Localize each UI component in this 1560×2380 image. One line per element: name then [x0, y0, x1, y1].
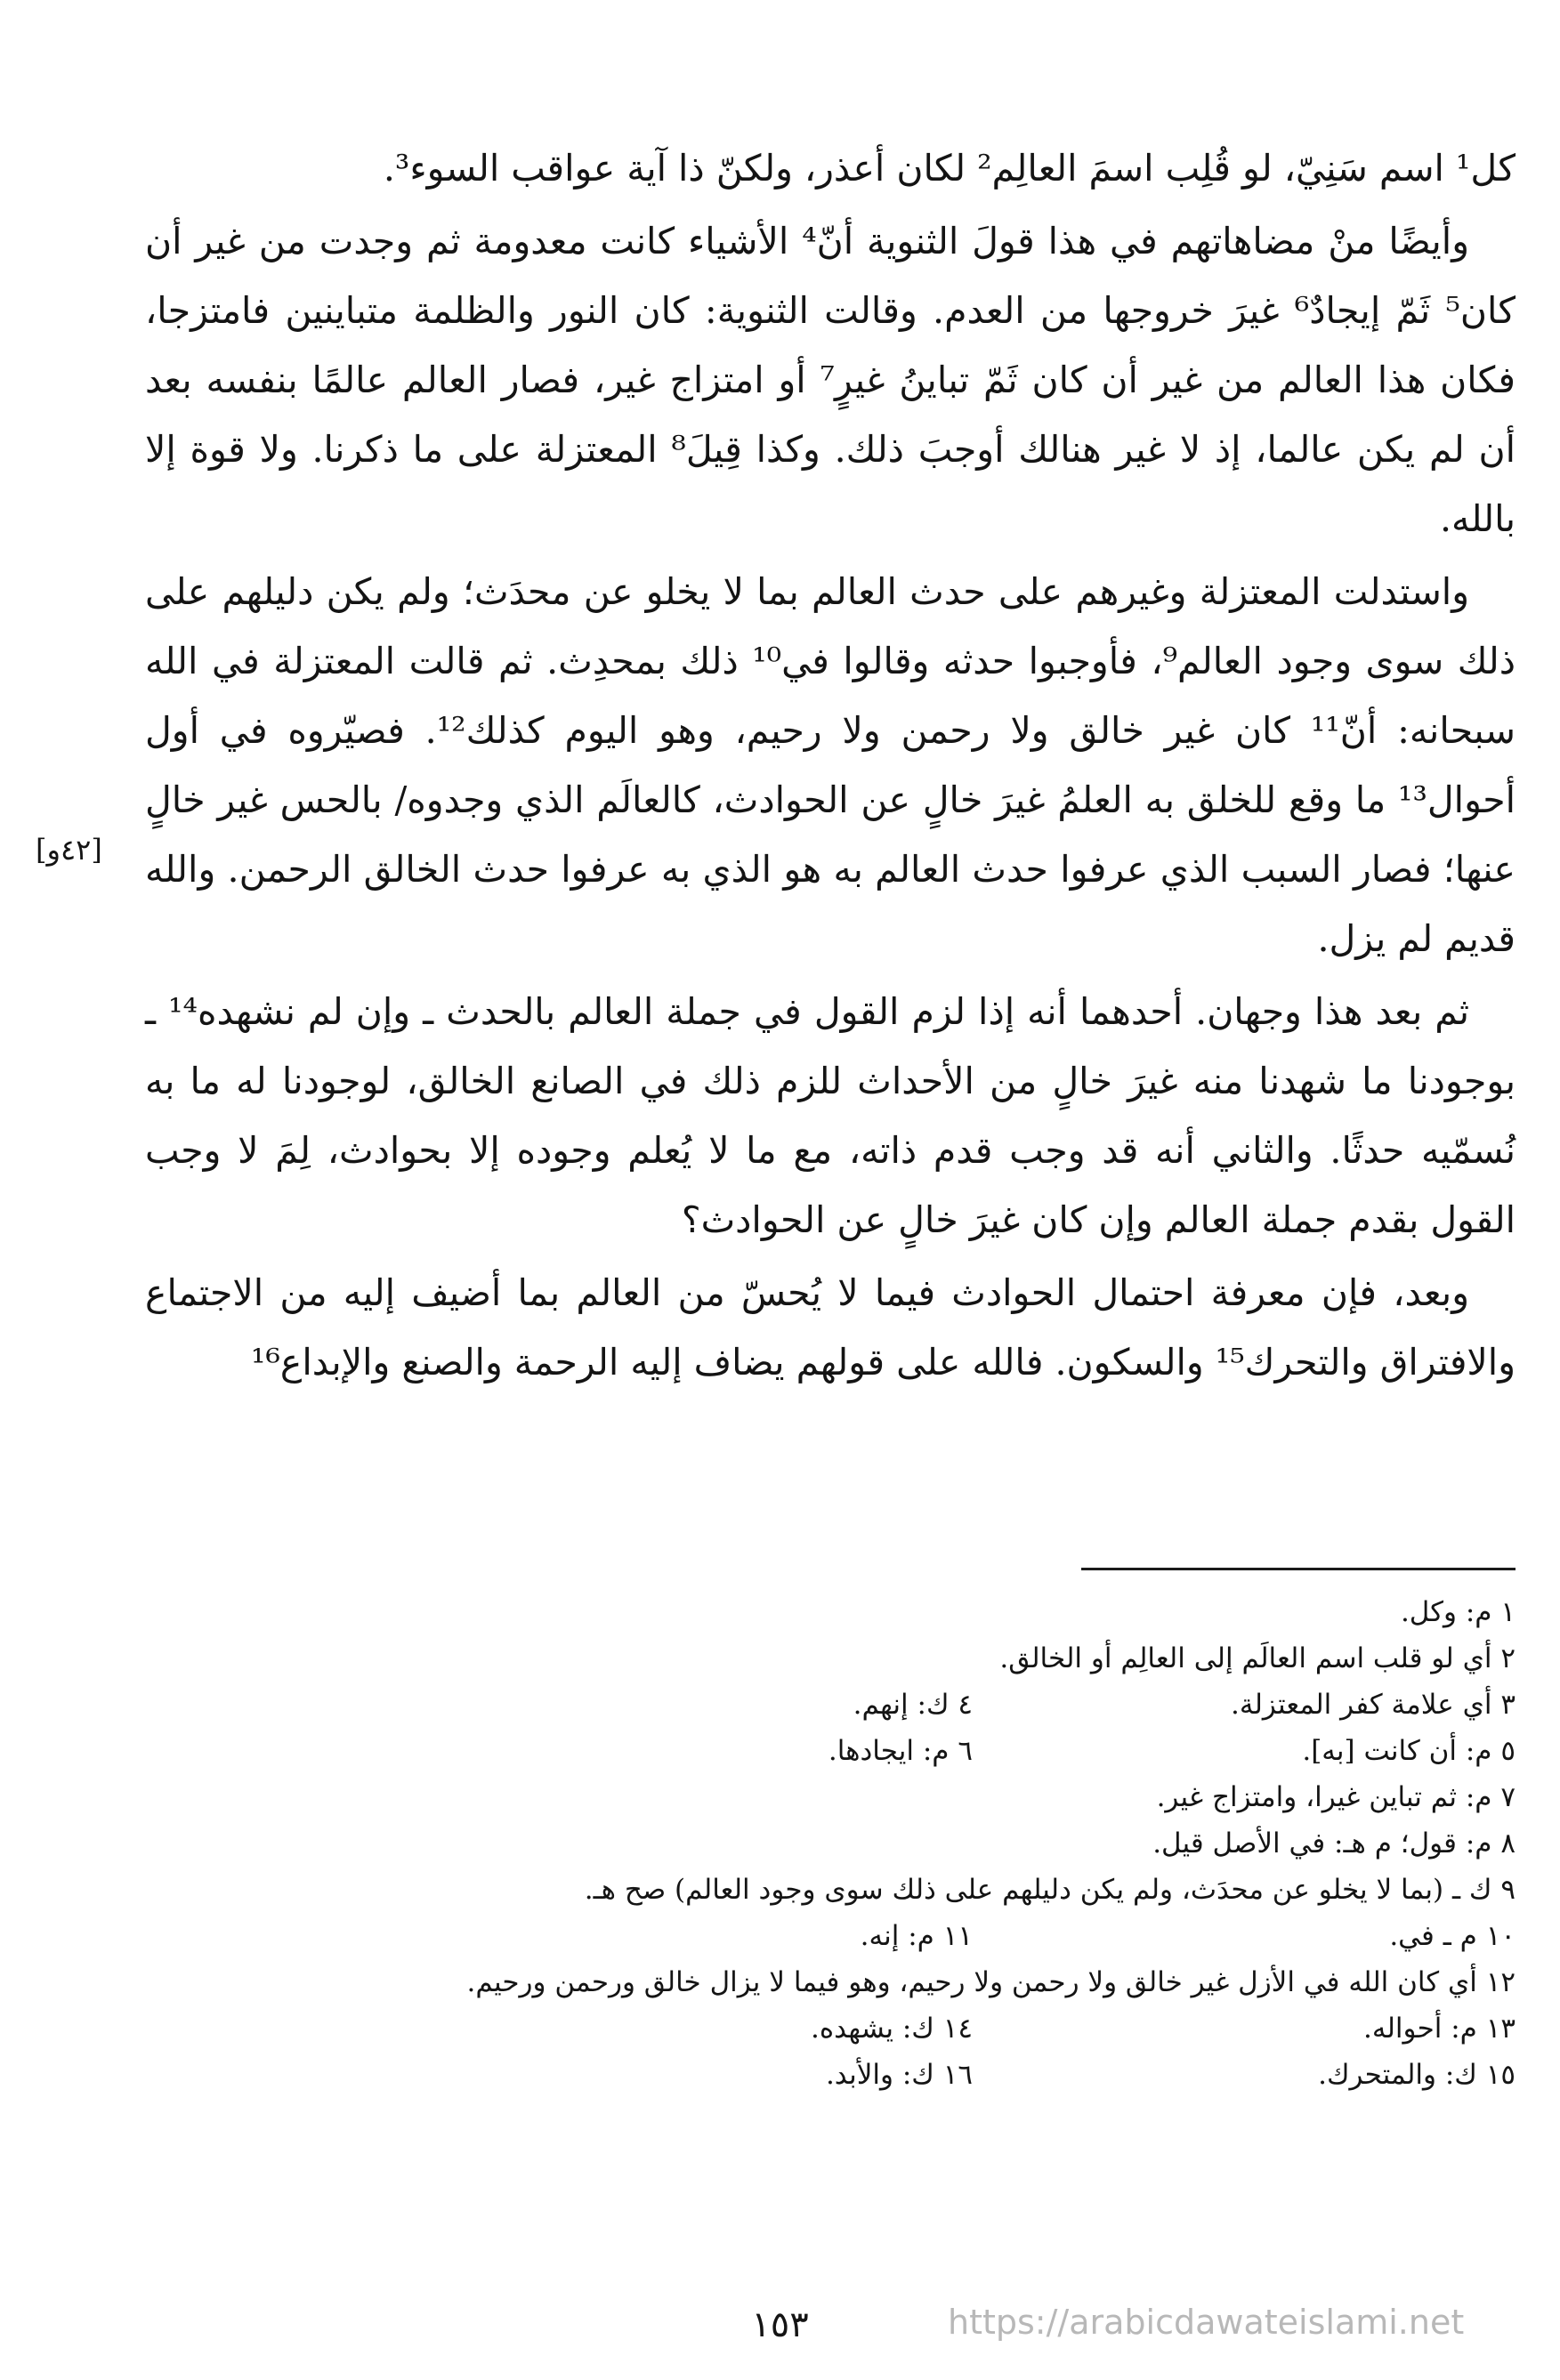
paragraph-1: كل¹ اسم سَنِيّ، لو قُلِب اسمَ العالِم² لكان أعذر، ولكنّ ذا آية عواقب السوء³. — [383, 147, 1516, 190]
footnote: ٩ ك ـ (بما لا يخلو عن محدَث، ولم يكن دليلهم على ذلك سوى وجود العالم) صح هـ. — [584, 1874, 1516, 1906]
footnote-row — [127, 1867, 1516, 1913]
footnote-row — [127, 1728, 1516, 1774]
footnote: ١ م: وكل. — [1400, 1596, 1516, 1628]
footnote: ٥ م: أن كانت [به]. — [1302, 1735, 1516, 1767]
paragraph-2: وأيضًا منْ مضاهاتهم في هذا قولَ الثنوية أنّ⁴ الأشياء كانت معدومة ثم وجدت من غير أن كان⁵ ثَمّ إيجادٌ⁶ غيرَ خروجها من العدم. وقالت الثنوية: كان النور والظلمة متباينين فامتزجا، فكان هذا العالم من غير أن كان ثَمّ تباينُ غيرٍ⁷ أو امتزاج غير، فصار العالم عالمًا بنفسه بعد أن لم يكن عالما، إذ لا غير هنالك أوجبَ ذلك. وكذا قِيلَ⁸ المعتزلة على ما ذكرنا. ولا قوة إلا بالله. — [145, 220, 1516, 540]
footnote-row — [127, 1682, 1516, 1728]
footnote: ٢ أي لو قلب اسم العالَم إلى العالِم أو الخالق. — [999, 1642, 1516, 1674]
footnote: ٨ م: قول؛ م هـ: في الأصل قيل. — [1152, 1827, 1516, 1860]
footnote: ١٢ أي كان الله في الأزل غير خالق ولا رحمن ولا رحيم، وهو فيما لا يزال خالق ورحمن ورحيم. — [466, 1966, 1516, 1998]
footnote: ١٤ ك: يشهده. — [811, 2013, 973, 2045]
footnote-row — [127, 2052, 1516, 2098]
paragraph-5: وبعد، فإن معرفة احتمال الحوادث فيما لا يُحسّ من العالم بما أضيف إليه من الاجتماع والافتراق والتحرك¹⁵ والسكون. فالله على قولهم يضاف إليه الرحمة والصنع والإبداع¹⁶ — [145, 1271, 1516, 1384]
main-text — [145, 133, 1516, 1397]
footnote: ١٣ م: أحواله. — [1363, 2013, 1516, 2045]
footnote-row — [127, 1589, 1516, 1635]
footnotes — [127, 1589, 1516, 2098]
footnote-row — [127, 1913, 1516, 1959]
footnote: ١٥ ك: والمتحرك. — [1318, 2059, 1516, 2091]
manuscript-folio-marker: [٤٢و] — [36, 833, 102, 867]
footnote: ٣ أي علامة كفر المعتزلة. — [1230, 1689, 1516, 1721]
footnote: ٦ م: ايجادها. — [828, 1735, 973, 1767]
footnote-row — [127, 2005, 1516, 2052]
footnote: ١٦ ك: والأبد. — [825, 2059, 973, 2091]
footnote-row — [127, 1820, 1516, 1867]
page-number: ١٥٣ — [751, 2304, 809, 2345]
footnote-row — [127, 1635, 1516, 1682]
paragraph-4: ثم بعد هذا وجهان. أحدهما أنه إذا لزم القول في جملة العالم بالحدث ـ وإن لم نشهده¹⁴ ـ بوجودنا ما شهدنا منه غيرَ خالٍ من الأحداث للزم ذلك في الصانع الخالق، لوجودنا له ما به نُسمّيه حدثًا. والثاني أنه قد وجب قدم ذاته، مع ما لا يُعلم وجوده إلا بحوادث، لِمَ لا وجب القول بقدم جملة العالم وإن كان غيرَ خالٍ عن الحوادث؟ — [145, 990, 1516, 1241]
watermark-url: https://arabicdawateislami.net — [948, 2303, 1465, 2342]
footnote-row — [127, 1959, 1516, 2005]
footnote-separator — [1081, 1568, 1516, 1570]
footnote: ٤ ك: إنهم. — [853, 1689, 973, 1721]
footnote: ٧ م: ثم تباين غيرا، وامتزاج غير. — [1156, 1781, 1516, 1813]
footnote: ١١ م: إنه. — [860, 1920, 973, 1952]
footnote: ١٠ م ـ في. — [1389, 1920, 1516, 1952]
footnote-row — [127, 1774, 1516, 1820]
paragraph-3: واستدلت المعتزلة وغيرهم على حدث العالم بما لا يخلو عن محدَث؛ ولم يكن دليلهم على ذلك سوى وجود العالم⁹، فأوجبوا حدثه وقالوا في¹⁰ ذلك بمحدِث. ثم قالت المعتزلة في الله سبحانه: أنّ¹¹ كان غير خالق ولا رحمن ولا رحيم، وهو اليوم كذلك¹². فصيّروه في أول أحوال¹³ ما وقع للخلق به العلمُ غيرَ خالٍ عن الحوادث، كالعالَم الذي وجدوه/ بالحس غير خالٍ عنها؛ فصار السبب الذي عرفوا حدث العالم به هو الذي به عرفوا حدث الخالق الرحمن. والله قديم لم يزل. — [145, 570, 1516, 960]
